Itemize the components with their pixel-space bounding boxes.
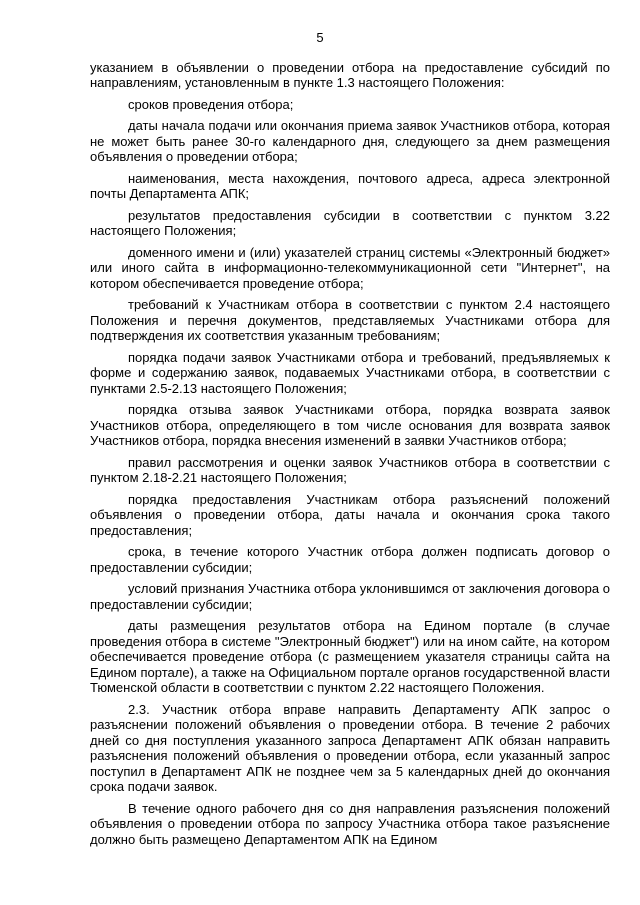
- paragraph: срока, в течение которого Участник отбора должен подписать договор о предоставлении субсидии;: [90, 544, 610, 575]
- paragraph: условий признания Участника отбора уклонившимся от заключения договора о предоставлении субсидии;: [90, 581, 610, 612]
- paragraph: доменного имени и (или) указателей страниц системы «Электронный бюджет» или иного сайта в информационно-телекоммуникационной сети "Интернет", на котором обеспечивается проведение отбора;: [90, 244, 610, 291]
- paragraph: наименования, места нахождения, почтового адреса, адреса электронной почты Департамента АПК;: [90, 170, 610, 201]
- paragraph: порядка предоставления Участникам отбора разъяснений положений объявления о проведении отбора, даты начала и окончания срока такого предоставления;: [90, 491, 610, 538]
- paragraph: результатов предоставления субсидии в соответствии с пунктом 3.22 настоящего Положения;: [90, 207, 610, 238]
- paragraph: правил рассмотрения и оценки заявок Участников отбора в соответствии с пунктом 2.18-2.21 настоящего Положения;: [90, 454, 610, 485]
- paragraph: даты размещения результатов отбора на Едином портале (в случае проведения отбора в системе "Электронный бюджет") или на ином сайте, на котором обеспечивается проведение отбора (с размещением указателя страницы сайта на Едином портале), а также на Официальном портале органов государственной власти Тюменской области в соответствии с пунктом 2.22 настоящего Положения.: [90, 618, 610, 695]
- paragraph: порядка отзыва заявок Участниками отбора, порядка возврата заявок Участников отбора, определяющего в том числе основания для возврата заявок Участников отбора, порядка внесения изменений в заявки Участников отбора;: [90, 402, 610, 448]
- page-number: 5: [316, 30, 324, 45]
- paragraph: даты начала подачи или окончания приема заявок Участников отбора, которая не может быть ранее 30-го календарного дня, следующего за днем размещения объявления о проведении отбора;: [90, 118, 610, 164]
- paragraph: указанием в объявлении о проведении отбора на предоставление субсидий по направлениям, установленным в пункте 1.3 настоящего Положения:: [90, 59, 610, 90]
- paragraph: порядка подачи заявок Участниками отбора и требований, предъявляемых к форме и содержанию заявок, подаваемых Участниками отбора, в соответствии с пунктами 2.5-2.13 настоящего Положения;: [90, 349, 610, 396]
- paragraph: сроков проведения отбора;: [128, 96, 294, 112]
- paragraph: 2.3. Участник отбора вправе направить Департаменту АПК запрос о разъяснении положений объявления о проведении отбора. В течение 2 рабочих дней со дня поступления указанного запроса Департамент АПК обязан направить разъяснения положений объявления о проведении отбора, если указанный запрос поступил в Департамент АПК не позднее чем за 5 календарных дней до окончания срока подачи заявок.: [90, 701, 610, 794]
- paragraph: требований к Участникам отбора в соответствии с пунктом 2.4 настоящего Положения и перечня документов, представляемых Участниками отбора для подтверждения их соответствия указанным требованиям;: [90, 297, 610, 343]
- paragraph: В течение одного рабочего дня со дня направления разъяснения положений объявления о проведении отбора по запросу Участника отбора такое разъяснение должно быть размещено Департаментом АПК на Едином: [90, 800, 610, 847]
